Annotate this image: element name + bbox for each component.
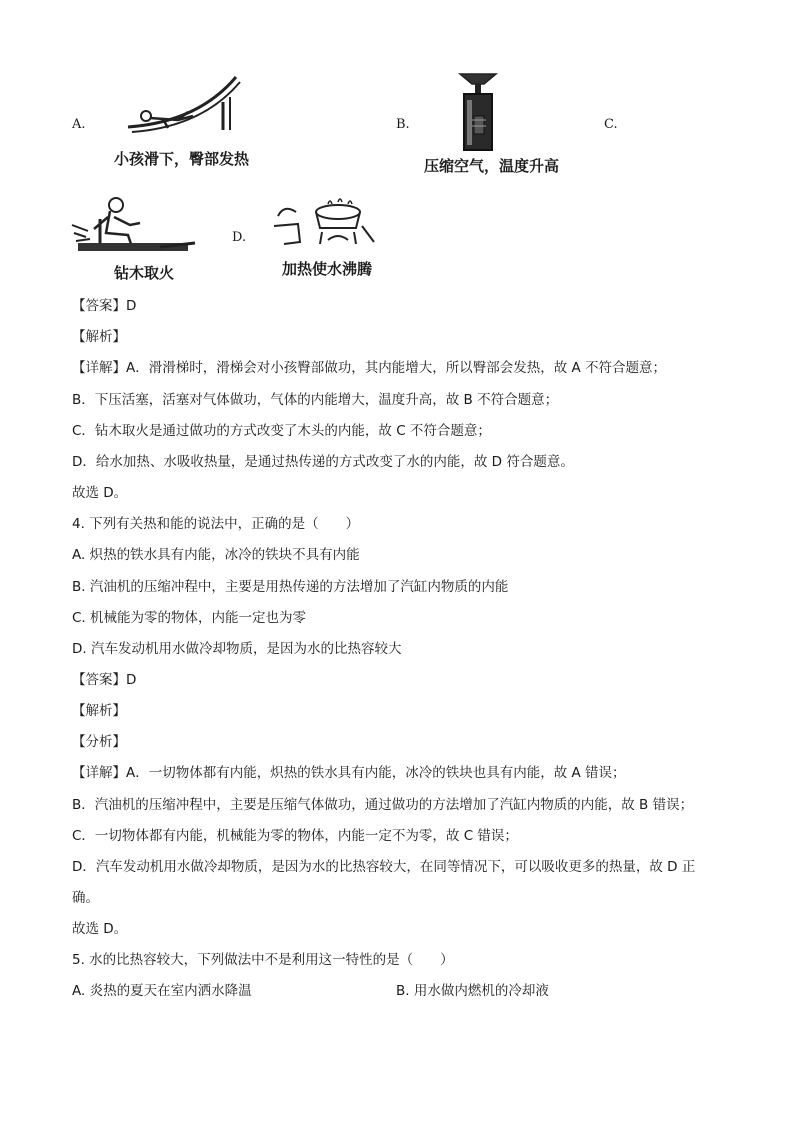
q4-detail-b: B．汽油机的压缩冲程中，主要是压缩气体做功，通过做功的方法增加了汽缸内物质的内能，故 B 错误； <box>72 797 694 813</box>
figure-b-caption: 压缩空气，温度升高 <box>424 157 560 175</box>
q4-option-d: D. 汽车发动机用水做冷却物质，是因为水的比热容较大 <box>72 641 402 657</box>
figure-c-label: C. <box>604 117 618 132</box>
figure-c-caption: 钻木取火 <box>114 264 175 282</box>
piston-cylinder-illustration <box>456 70 500 152</box>
q3-conclusion: 故选 D。 <box>72 485 128 501</box>
q4-detail-c: C．一切物体都有内能，机械能为零的物体，内能一定不为零，故 C 错误； <box>72 828 518 844</box>
q4-analysis-heading: 【解析】 <box>72 703 126 719</box>
q3-detail-c: C．钻木取火是通过做功的方式改变了木头的内能，故 C 不符合题意； <box>72 423 491 439</box>
q4-conclusion: 故选 D。 <box>72 921 128 937</box>
slide-illustration <box>118 72 243 134</box>
figure-a-label: A. <box>72 117 86 132</box>
q4-fenxi-heading: 【分析】 <box>72 734 126 750</box>
q3-answer: 【答案】D <box>72 298 137 314</box>
drill-wood-fire-illustration <box>70 195 200 257</box>
q5-option-b: B. 用水做内燃机的冷却液 <box>396 983 549 999</box>
q4-detail-d-cont: 确。 <box>72 890 99 906</box>
figure-a-caption: 小孩滑下，臀部发热 <box>114 150 250 168</box>
figure-d-label: D. <box>232 230 247 245</box>
figure-d-caption: 加热使水沸腾 <box>282 260 373 278</box>
q3-detail-b: B．下压活塞，活塞对气体做功，气体的内能增大，温度升高，故 B 不符合题意； <box>72 392 559 408</box>
q5-question: 5. 水的比热容较大，下列做法中不是利用这一特性的是（ ） <box>72 952 454 968</box>
q4-option-a: A. 炽热的铁水具有内能，冰冷的铁块不具有内能 <box>72 547 360 563</box>
q5-option-a: A. 炎热的夏天在室内洒水降温 <box>72 983 252 999</box>
q3-detail-a: 【详解】A．滑滑梯时，滑梯会对小孩臀部做功，其内能增大，所以臀部会发热，故 A 不符合题意； <box>72 360 667 376</box>
figure-b-label: B. <box>396 117 410 132</box>
q4-answer: 【答案】D <box>72 672 137 688</box>
q4-option-b: B. 汽油机的压缩冲程中，主要是用热传递的方法增加了汽缸内物质的内能 <box>72 579 509 595</box>
q4-detail-a: 【详解】A．一切物体都有内能，炽热的铁水具有内能，冰冷的铁块也具有内能，故 A 错误； <box>72 765 626 781</box>
q3-detail-d: D．给水加热、水吸收热量，是通过热传递的方式改变了水的内能，故 D 符合题意。 <box>72 454 574 470</box>
q4-question: 4. 下列有关热和能的说法中，正确的是（ ） <box>72 516 360 532</box>
q3-analysis-heading: 【解析】 <box>72 329 126 345</box>
q4-detail-d: D．汽车发动机用水做冷却物质，是因为水的比热容较大，在同等情况下，可以吸收更多的热量，故 D 正 <box>72 859 696 875</box>
q4-option-c: C. 机械能为零的物体，内能一定也为零 <box>72 610 307 626</box>
boiling-water-illustration <box>270 196 378 248</box>
